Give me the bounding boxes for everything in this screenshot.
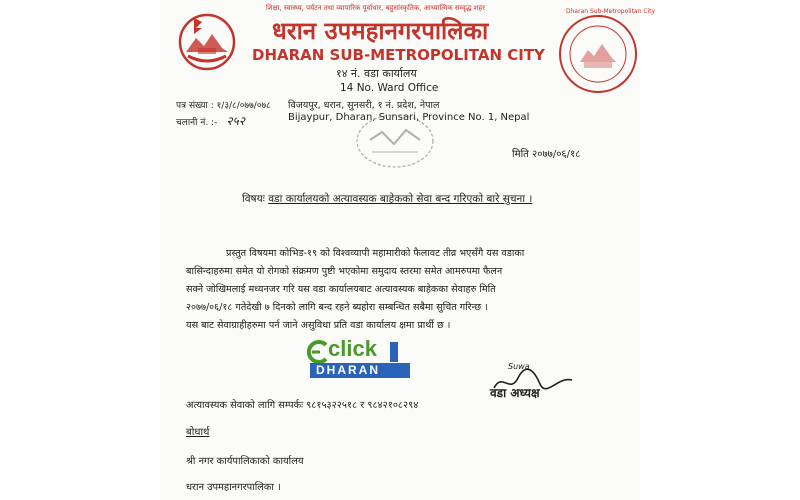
government-emblem-icon bbox=[176, 8, 238, 72]
letterhead-title-nepali: धरान उपमहानगरपालिका bbox=[272, 17, 489, 45]
address-nepali: विजयपुर, धरान, सुनसरी, १ नं. प्रदेश, नेपाल bbox=[288, 100, 440, 111]
faint-stamp-icon bbox=[352, 110, 438, 172]
patra-sankhya bbox=[176, 98, 271, 111]
subject-line bbox=[242, 192, 532, 206]
cc-heading: बोधार्थ bbox=[186, 427, 210, 438]
click-logo-icon bbox=[306, 340, 330, 364]
ward-office-english: 14 No. Ward Office bbox=[340, 82, 439, 94]
body-line-4: २०७७/०६/१८ गतेदेखी ७ दिनको लागि बन्द रहने ब्यहोरा सम्बन्धित सबैमा सुचित गरिन्छ । bbox=[186, 302, 488, 313]
right-margin bbox=[640, 0, 800, 500]
letter-date: मिति २०७७/०६/१८ bbox=[512, 149, 581, 160]
watermark-dharan-text: DHARAN bbox=[316, 363, 380, 377]
body-line-2: बासिन्दाहरुमा समेत यो रोगको संक्रमण पुष्टी भएकोमा समुदाय स्तरमा समेत आमरुपमा फैलन bbox=[186, 266, 503, 277]
ward-office-nepali: १४ नं. वडा कार्यालय bbox=[336, 67, 417, 80]
chalani-label: चलानी नं. :- bbox=[176, 118, 218, 128]
click-dharan-watermark bbox=[306, 336, 412, 380]
patra-value: १/३/८/०७७/०७८ bbox=[216, 101, 271, 111]
subject-label: विषयः bbox=[242, 193, 265, 205]
clocktower-icon bbox=[390, 342, 398, 362]
municipal-seal-icon bbox=[556, 12, 640, 96]
patra-label: पत्र संख्या : bbox=[176, 101, 214, 111]
signatory-title: वडा अध्यक्ष bbox=[490, 386, 540, 400]
body-line-3: सक्ने जोखिमलाई मध्यनजर गरि यस वडा कार्यालयबाट अत्यावस्यक बाहेकका सेवाहरु मिति bbox=[186, 284, 496, 295]
signature-scribble-text: Suwa bbox=[508, 362, 530, 371]
body-line-5: यस बाट सेवाग्राहीहरुमा पर्न जाने असुविधा प्रति वडा कार्यालय क्षमा प्रार्थी छ । bbox=[186, 320, 451, 331]
emergency-contact: अत्यावस्यक सेवाको लागि सम्पर्कः ९८१५३२२५१८ र ९८४२१०८२९४ bbox=[186, 400, 419, 411]
left-margin bbox=[0, 0, 160, 500]
letterhead-tagline: शिक्षा, स्वास्थ्य, पर्यटन तथा व्यापारिक पूर्वाधार, बहुसांस्कृतिक, आध्यात्मिक सम्वृद्ध शहर bbox=[266, 4, 485, 12]
letterhead-title-english: DHARAN SUB-METROPOLITAN CITY bbox=[252, 46, 545, 64]
cc-item-1: श्री नगर कार्यपालिकाको कार्यालय bbox=[186, 456, 304, 467]
watermark-click-text: click bbox=[328, 336, 377, 361]
subject-text: वडा कार्यालयको अत्यावस्यक बाहेकको सेवा बन्द गरिएको बारे सुचना । bbox=[268, 193, 533, 205]
chalani-number bbox=[176, 112, 245, 129]
cc-item-2: धरान उपमहानगरपालिका । bbox=[186, 482, 281, 493]
body-line-1: प्रस्तुत विषयमा कोभिड-१९ को विश्वव्यापी महामारीको फैलावट तीव्र भएसँगै यस वडाका bbox=[226, 248, 525, 259]
address-english: Bijaypur, Dharan, Sunsari, Province No. 1, Nepal bbox=[288, 112, 530, 123]
chalani-value: २५२ bbox=[226, 114, 245, 128]
seal-text: Dharan Sub-Metropolitan City bbox=[566, 8, 656, 15]
